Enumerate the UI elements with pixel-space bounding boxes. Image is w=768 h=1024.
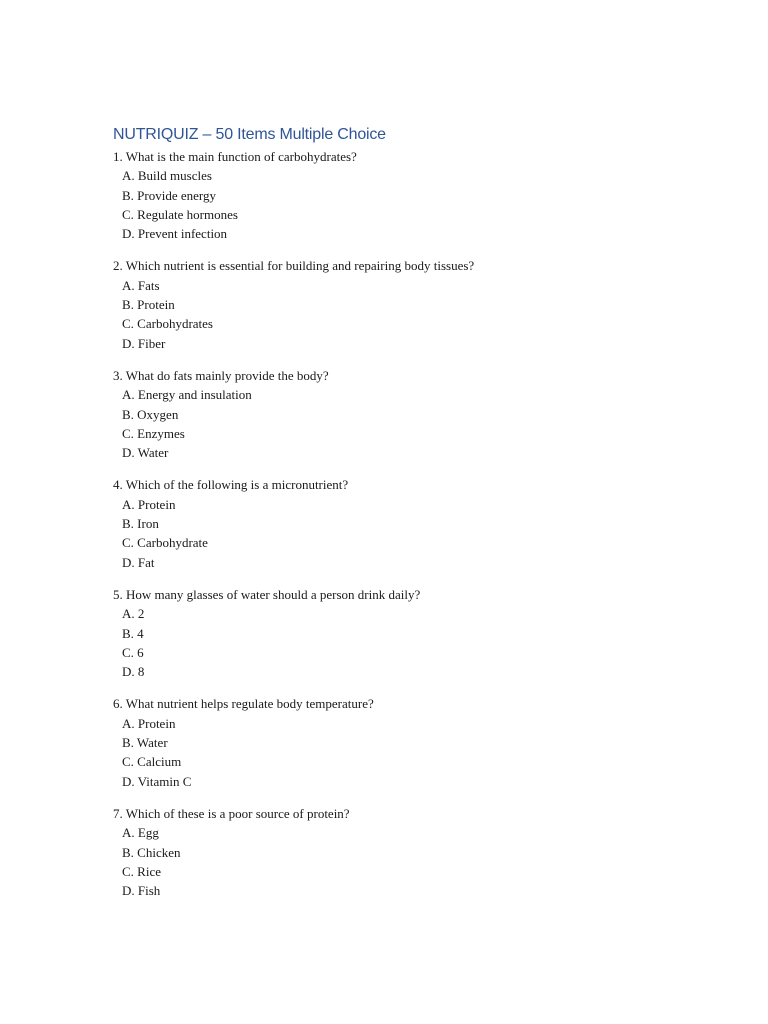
answer-option: C. Calcium bbox=[122, 754, 182, 770]
answer-option: A. Fats bbox=[122, 277, 160, 293]
answer-option: D. Fat bbox=[122, 554, 155, 570]
answer-option: B. Iron bbox=[122, 516, 159, 532]
answer-option: A. Protein bbox=[122, 496, 176, 512]
answer-option: A. Protein bbox=[122, 715, 176, 731]
answer-option: D. Vitamin C bbox=[122, 773, 192, 789]
question-text: 7. Which of these is a poor source of protein? bbox=[113, 805, 350, 821]
question-block bbox=[113, 804, 713, 900]
question-text: 4. Which of the following is a micronutrient? bbox=[113, 477, 349, 493]
answer-option: A. Build muscles bbox=[122, 168, 212, 184]
answer-option: A. 2 bbox=[122, 606, 145, 622]
answer-option: B. Chicken bbox=[122, 844, 181, 860]
answer-option: C. Carbohydrate bbox=[122, 535, 208, 551]
answer-option: C. 6 bbox=[122, 644, 144, 660]
answer-option: D. 8 bbox=[122, 664, 145, 680]
question-block bbox=[113, 366, 713, 462]
answer-option: D. Fish bbox=[122, 883, 161, 899]
answer-option: D. Water bbox=[122, 445, 169, 461]
question-block bbox=[113, 256, 713, 352]
answer-option: B. Water bbox=[122, 735, 168, 751]
question-list bbox=[113, 147, 713, 900]
answer-option: B. Provide energy bbox=[122, 187, 216, 203]
answer-option: B. Oxygen bbox=[122, 406, 179, 422]
question-block bbox=[113, 475, 713, 571]
question-text: 5. How many glasses of water should a person drink daily? bbox=[113, 586, 421, 602]
answer-option: B. 4 bbox=[122, 625, 144, 641]
question-text: 3. What do fats mainly provide the body? bbox=[113, 367, 329, 383]
question-text: 2. Which nutrient is essential for building and repairing body tissues? bbox=[113, 258, 475, 274]
question-block bbox=[113, 585, 713, 681]
answer-option: B. Protein bbox=[122, 297, 175, 313]
document-content bbox=[113, 124, 713, 913]
answer-option: C. Rice bbox=[122, 863, 161, 879]
answer-option: D. Prevent infection bbox=[122, 226, 228, 242]
answer-option: C. Carbohydrates bbox=[122, 316, 213, 332]
answer-option: C. Enzymes bbox=[122, 425, 185, 441]
question-block bbox=[113, 147, 713, 243]
question-block bbox=[113, 694, 713, 790]
answer-option: D. Fiber bbox=[122, 335, 166, 351]
question-text: 1. What is the main function of carbohydrates? bbox=[113, 149, 357, 164]
answer-option: A. Energy and insulation bbox=[122, 387, 252, 403]
answer-option: A. Egg bbox=[122, 825, 159, 841]
answer-option: C. Regulate hormones bbox=[122, 206, 238, 222]
question-text: 6. What nutrient helps regulate body temperature? bbox=[113, 696, 374, 712]
document-title: NUTRIQUIZ – 50 Items Multiple Choice bbox=[113, 126, 386, 143]
